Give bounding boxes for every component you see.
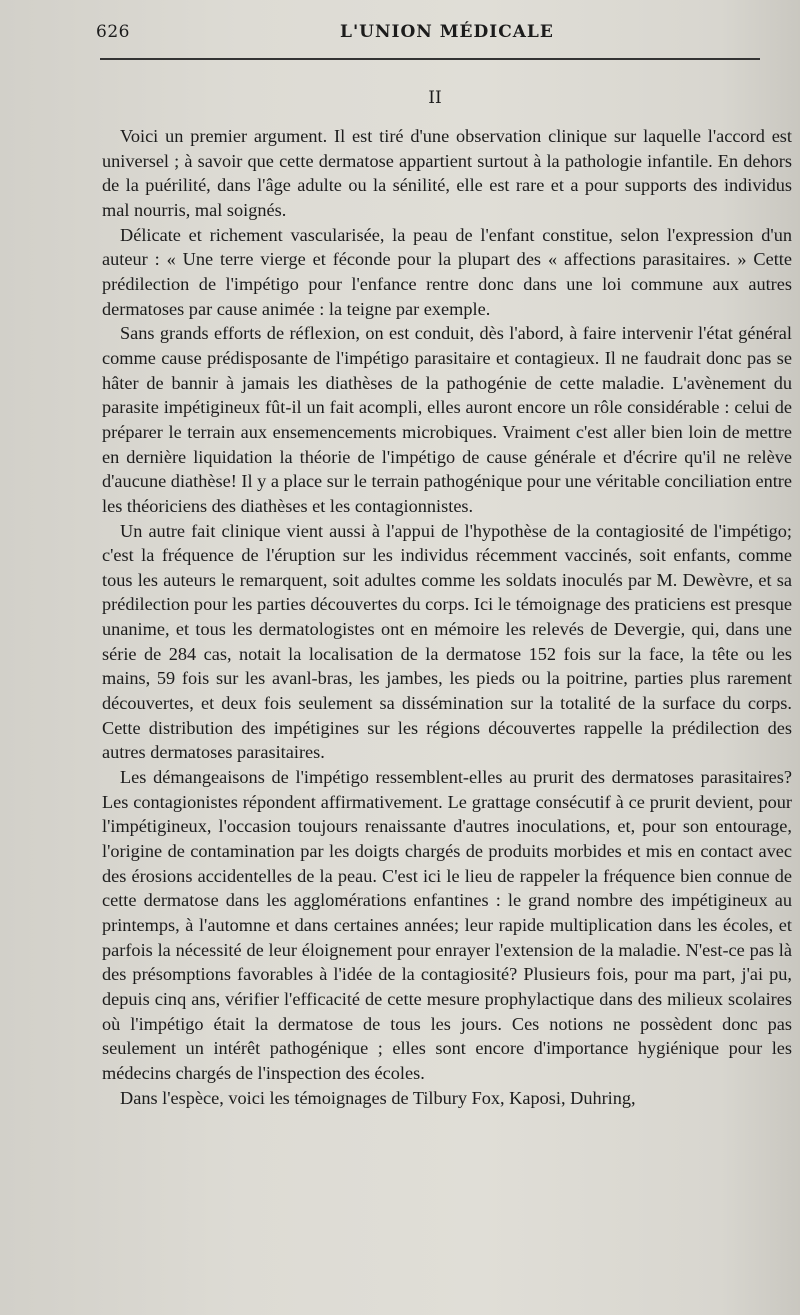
paragraph: Un autre fait clinique vient aussi à l'appui de l'hypothèse de la contagiosité de l'impétigo; c'est la fréquence de l'éruption sur les individus récemment vaccinés, soit enfants, comme tous les auteurs le remarquent, soit adultes comme les soldats inoculés par M. Dewèvre, et sa prédilection pour les parties découvertes du corps. Ici le témoignage des praticiens est presque unanime, et tous les dermatologistes ont en mémoire les relevés de Devergie, qui, dans une série de 284 cas, notait la localisation de la dermatose 152 fois sur la face, la tête ou les mains, 59 fois sur les avanl-bras, les jambes, les pieds ou la poitrine, parties plus rarement découvertes, et deux fois seulement sa dissémination sur la totalité de la surface du corps. Cette distribution des impétigines sur les régions découvertes rappelle la prédilection des autres dermatoses parasitaires. — [102, 520, 792, 763]
paragraph: Délicate et richement vascularisée, la peau de l'enfant constitue, selon l'expression d'un auteur : « Une terre vierge et féconde pour la plupart des « affections parasitaires. » Cette prédilection de l'impétigo pour l'enfance rentre donc dans une loi commune aux autres dermatoses par cause animée : la teigne par exemple. — [102, 224, 792, 319]
header-rule — [100, 58, 760, 60]
paragraph: Voici un premier argument. Il est tiré d'une observation clinique sur laquelle l'accord est universel ; à savoir que cette dermatose appartient surtout à la pathologie infantile. En dehors de la puérilité, dans l'âge adulte ou la sénilité, elle est rare et a pour supports des individus mal nourris, mal soignés. — [102, 126, 792, 220]
journal-title: L'UNION MÉDICALE — [340, 22, 554, 42]
paragraph: Les démangeaisons de l'impétigo ressemblent-elles au prurit des dermatoses parasitaires? Les contagionistes répondent affirmativement. Le grattage consécutif à ce prurit devient, pour l'impétigineux, l'occasion toujours renaissante d'autres inoculations, et, pour son entourage, l'origine de contamination par les doigts chargés de produits morbides et mis en contact avec des érosions accidentelles de la peau. C'est ici le lieu de rappeler la fréquence bien connue de cette dermatose dans les agglomérations enfantines : le grand nombre des impétigineux au printemps, à l'automne et dans certaines années; leur rapide multiplication dans les écoles, et parfois la nécessité de leur éloignement pour enrayer l'extension de la maladie. N'est-ce pas là des présomptions favorables à l'idée de la contagiosité? Plusieurs fois, pour ma part, j'ai pu, depuis cinq ans, vérifier l'efficacité de cette mesure prophylactique dans des milieux scolaires où l'impétigo était la dermatose de tous les jours. Ces notions ne possèdent donc pas seulement un intérêt pathogénique ; elles sont encore d'importance hygiénique pour les médecins chargés de l'inspection des écoles. — [102, 767, 792, 1083]
section-numeral: II — [428, 88, 442, 108]
page-number: 626 — [96, 22, 130, 42]
paragraph: Dans l'espèce, voici les témoignages de Tilbury Fox, Kaposi, Duhring, — [120, 1087, 636, 1108]
body-text — [102, 124, 792, 1110]
paragraph: Sans grands efforts de réflexion, on est conduit, dès l'abord, à faire intervenir l'état général comme cause prédisposante de l'impétigo parasitaire et contagieux. Il ne faudrait donc pas se hâter de bannir à jamais les diathèses de la pathogénie de cette maladie. L'avènement du parasite impétigineux fût-il un fait acompli, elles auront encore un rôle considérable : celui de préparer le terrain aux ensemencements microbiques. Vraiment c'est aller bien loin de mettre en dernière liquidation la théorie de l'impétigo de cause générale et d'écrire qu'il ne relève d'aucune diathèse! Il y a place sur le terrain pathogénique pour une véritable conciliation entre les théoriciens des diathèses et les contagionnistes. — [102, 323, 792, 516]
running-header — [96, 22, 756, 50]
